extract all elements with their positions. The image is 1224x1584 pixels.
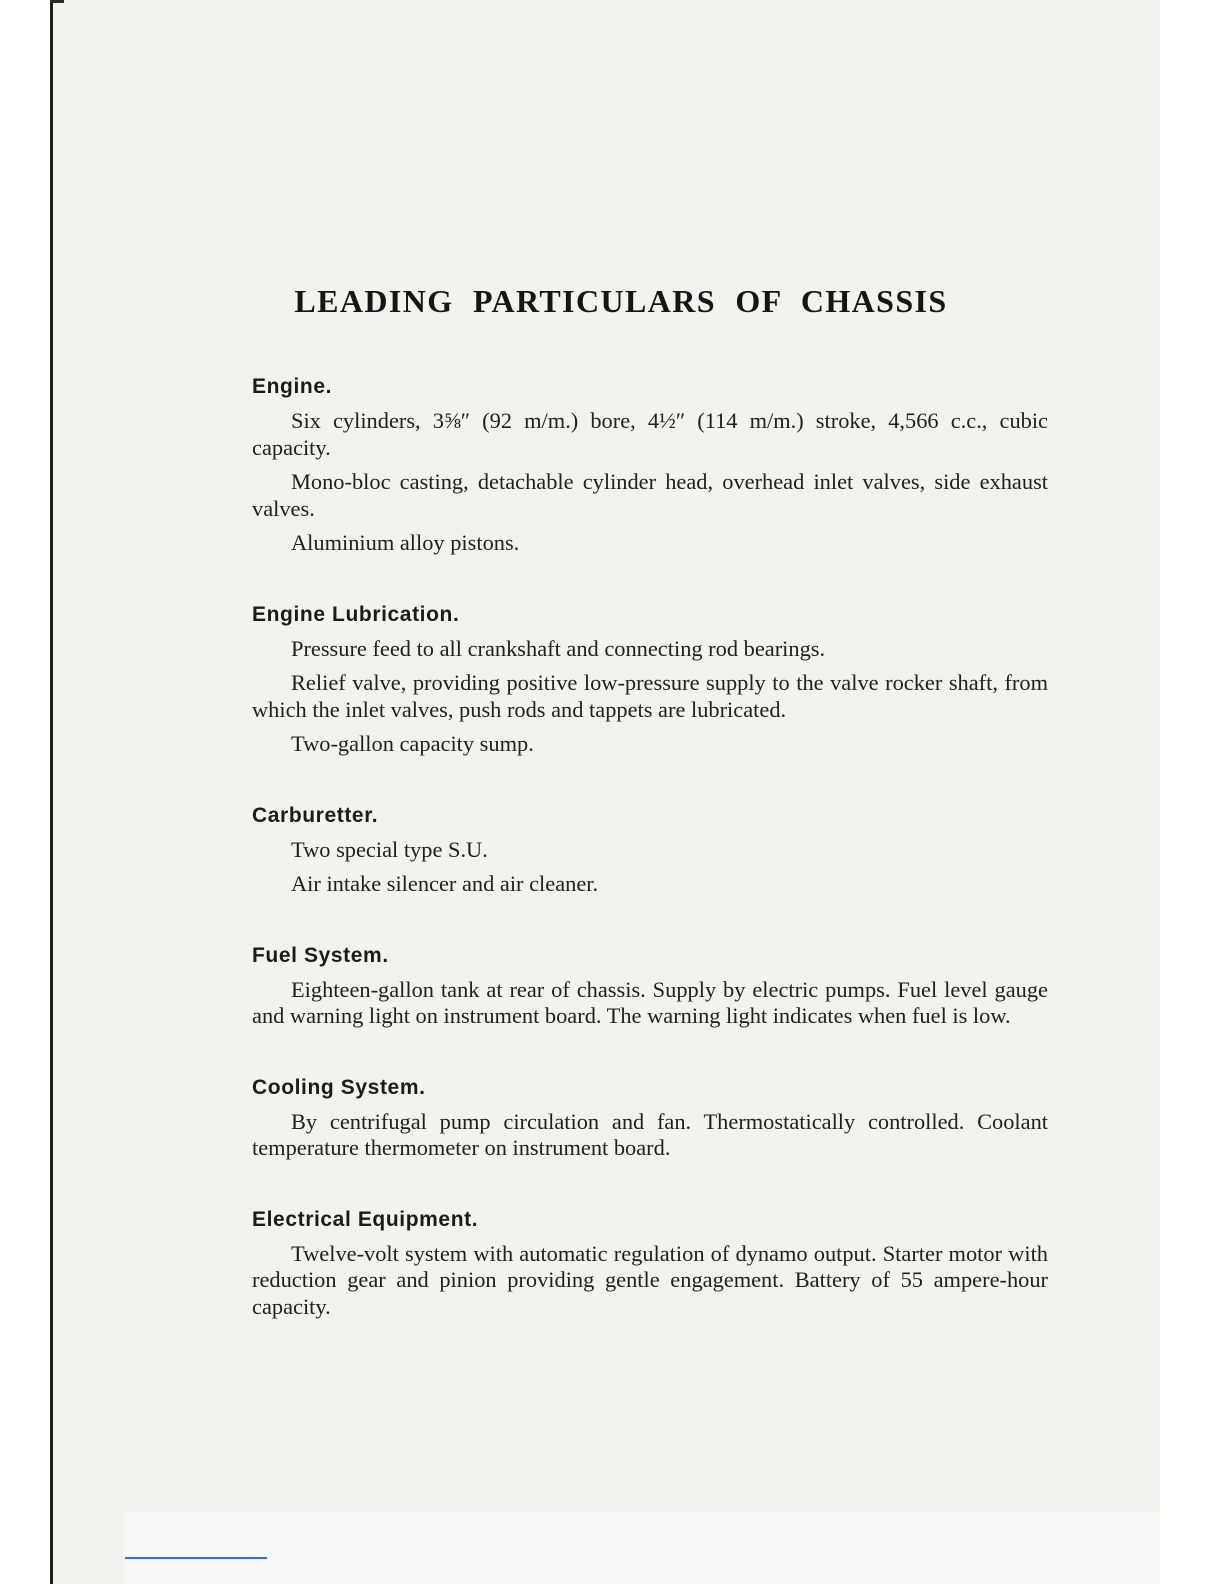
binding-edge xyxy=(50,0,53,1584)
scan-underline-mark xyxy=(125,1557,267,1559)
paragraph: Eighteen-gallon tank at rear of chassis. Supply by electric pumps. Fuel level gauge and warning light on instrument board. The warning light indicates when fuel is low. xyxy=(252,976,1048,1028)
paragraph: Aluminium alloy pistons. xyxy=(291,530,520,555)
section-fuel-system xyxy=(252,941,1048,1030)
paragraph: Relief valve, providing positive low-pressure supply to the valve rocker shaft, from which the inlet valves, push rods and tappets are lubricated. xyxy=(252,670,1048,722)
scan-margin xyxy=(124,1512,1160,1584)
section-engine-lubrication xyxy=(252,600,1048,758)
section-heading: Carburetter. xyxy=(252,803,379,827)
paragraph: Two-gallon capacity sump. xyxy=(291,731,534,756)
section-heading: Engine Lubrication. xyxy=(252,602,460,626)
paragraph: Mono-bloc casting, detachable cylinder head, overhead inlet valves, side exhaust valves. xyxy=(252,469,1048,521)
section-electrical-equipment xyxy=(252,1205,1048,1321)
paragraph: Six cylinders, 3⅝″ (92 m/m.) bore, 4½″ (114 m/m.) stroke, 4,566 c.c., cubic capacity. xyxy=(252,408,1048,460)
binding-corner xyxy=(50,0,64,3)
section-heading: Fuel System. xyxy=(252,943,389,967)
paragraph: Pressure feed to all crankshaft and connecting rod bearings. xyxy=(291,635,826,661)
section-carburetter xyxy=(252,801,1048,898)
specification-list xyxy=(252,372,1048,1363)
section-heading: Cooling System. xyxy=(252,1075,426,1099)
section-engine xyxy=(252,372,1048,557)
section-heading: Electrical Equipment. xyxy=(252,1207,479,1231)
paragraph: Two special type S.U. xyxy=(291,836,488,862)
section-cooling-system xyxy=(252,1073,1048,1162)
section-heading: Engine. xyxy=(252,375,333,398)
paragraph: By centrifugal pump circulation and fan. Thermostatically controlled. Coolant temperature thermometer on instrument board. xyxy=(252,1108,1048,1160)
paragraph: Air intake silencer and air cleaner. xyxy=(291,871,599,896)
paragraph: Twelve-volt system with automatic regulation of dynamo output. Starter motor with reduction gear and pinion providing gentle engagement. Battery of 55 ampere-hour capacity. xyxy=(252,1240,1048,1319)
page-title: LEADING PARTICULARS OF CHASSIS xyxy=(294,283,948,319)
